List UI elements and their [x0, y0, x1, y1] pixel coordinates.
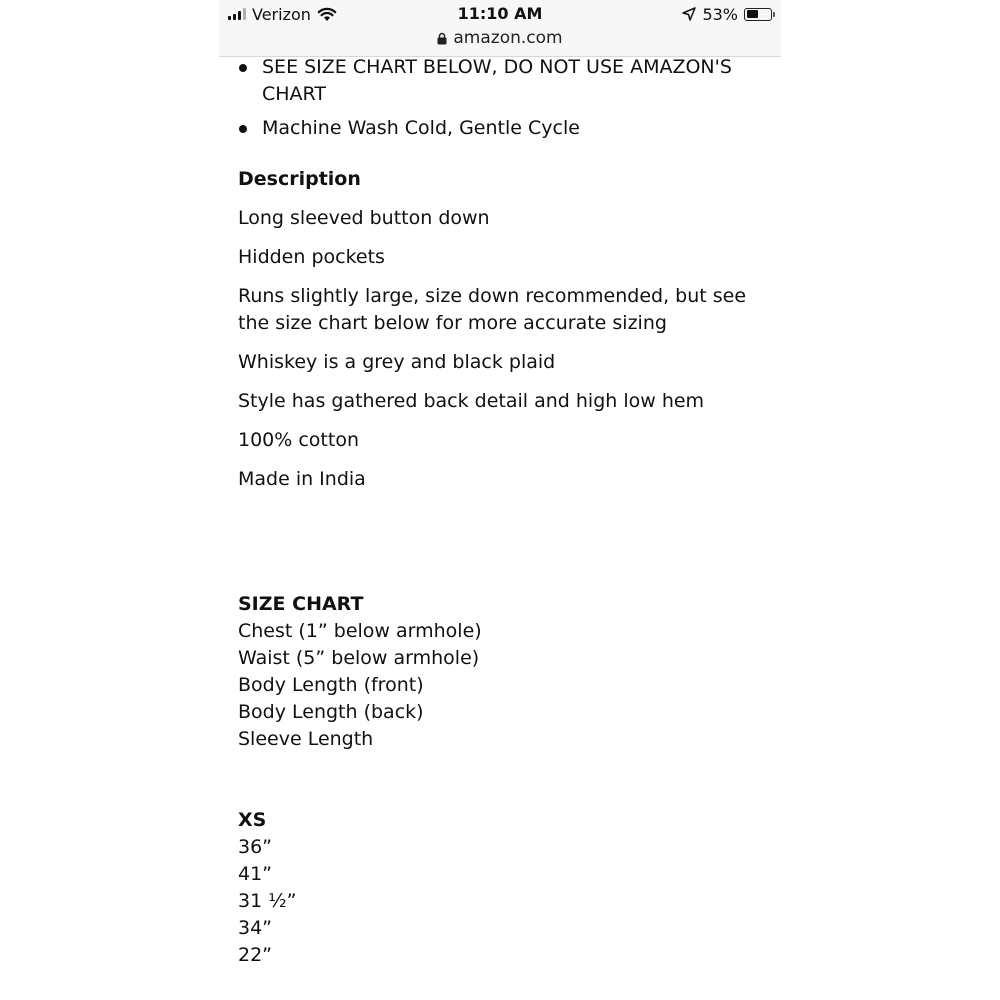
size-chart-measurement: Body Length (front) [238, 674, 424, 696]
location-arrow-icon [682, 7, 696, 21]
battery-icon [744, 8, 772, 21]
description-heading: Description [238, 168, 361, 190]
bullet-item: SEE SIZE CHART BELOW, DO NOT USE AMAZON'S CHART [238, 54, 768, 108]
description-paragraph: Whiskey is a grey and black plaid [238, 351, 556, 373]
battery-nub [773, 12, 775, 17]
description-paragraph: 100% cotton [238, 429, 359, 451]
size-xs-heading: XS [238, 809, 267, 831]
browser-top-bar [219, 0, 781, 57]
phone-screen [219, 0, 781, 1000]
size-chart-measurement: Waist (5” below armhole) [238, 647, 480, 669]
description-paragraph: Hidden pockets [238, 246, 385, 268]
size-xs-value: 41” [238, 863, 273, 885]
description-paragraph: Style has gathered back detail and high low hem [238, 390, 705, 412]
description-paragraph: Made in India [238, 468, 366, 490]
address-bar[interactable] [219, 26, 781, 50]
battery-percent: 53% [702, 4, 738, 24]
description-paragraph: Long sleeved button down [238, 207, 490, 229]
lock-icon [437, 32, 447, 45]
size-xs-value: 36” [238, 836, 273, 858]
carrier-label: Verizon [252, 4, 311, 24]
size-xs-value: 31 ½” [238, 890, 297, 912]
status-right [682, 3, 775, 25]
size-chart-heading: SIZE CHART [238, 593, 364, 615]
size-chart-measurement: Sleeve Length [238, 728, 374, 750]
status-time: 11:10 AM [457, 4, 543, 23]
size-chart-measurement: Body Length (back) [238, 701, 424, 723]
bullet-item: Machine Wash Cold, Gentle Cycle [238, 115, 768, 142]
description-paragraph: Runs slightly large, size down recommended, but see the size chart below for more accurate sizing [238, 285, 747, 334]
size-chart-measurement: Chest (1” below armhole) [238, 620, 482, 642]
battery-fill [747, 10, 759, 18]
size-xs-value: 34” [238, 917, 273, 939]
feature-bullets [238, 54, 768, 142]
product-details [238, 54, 768, 969]
size-xs-value: 22” [238, 944, 273, 966]
url-text[interactable]: amazon.com [453, 28, 563, 48]
